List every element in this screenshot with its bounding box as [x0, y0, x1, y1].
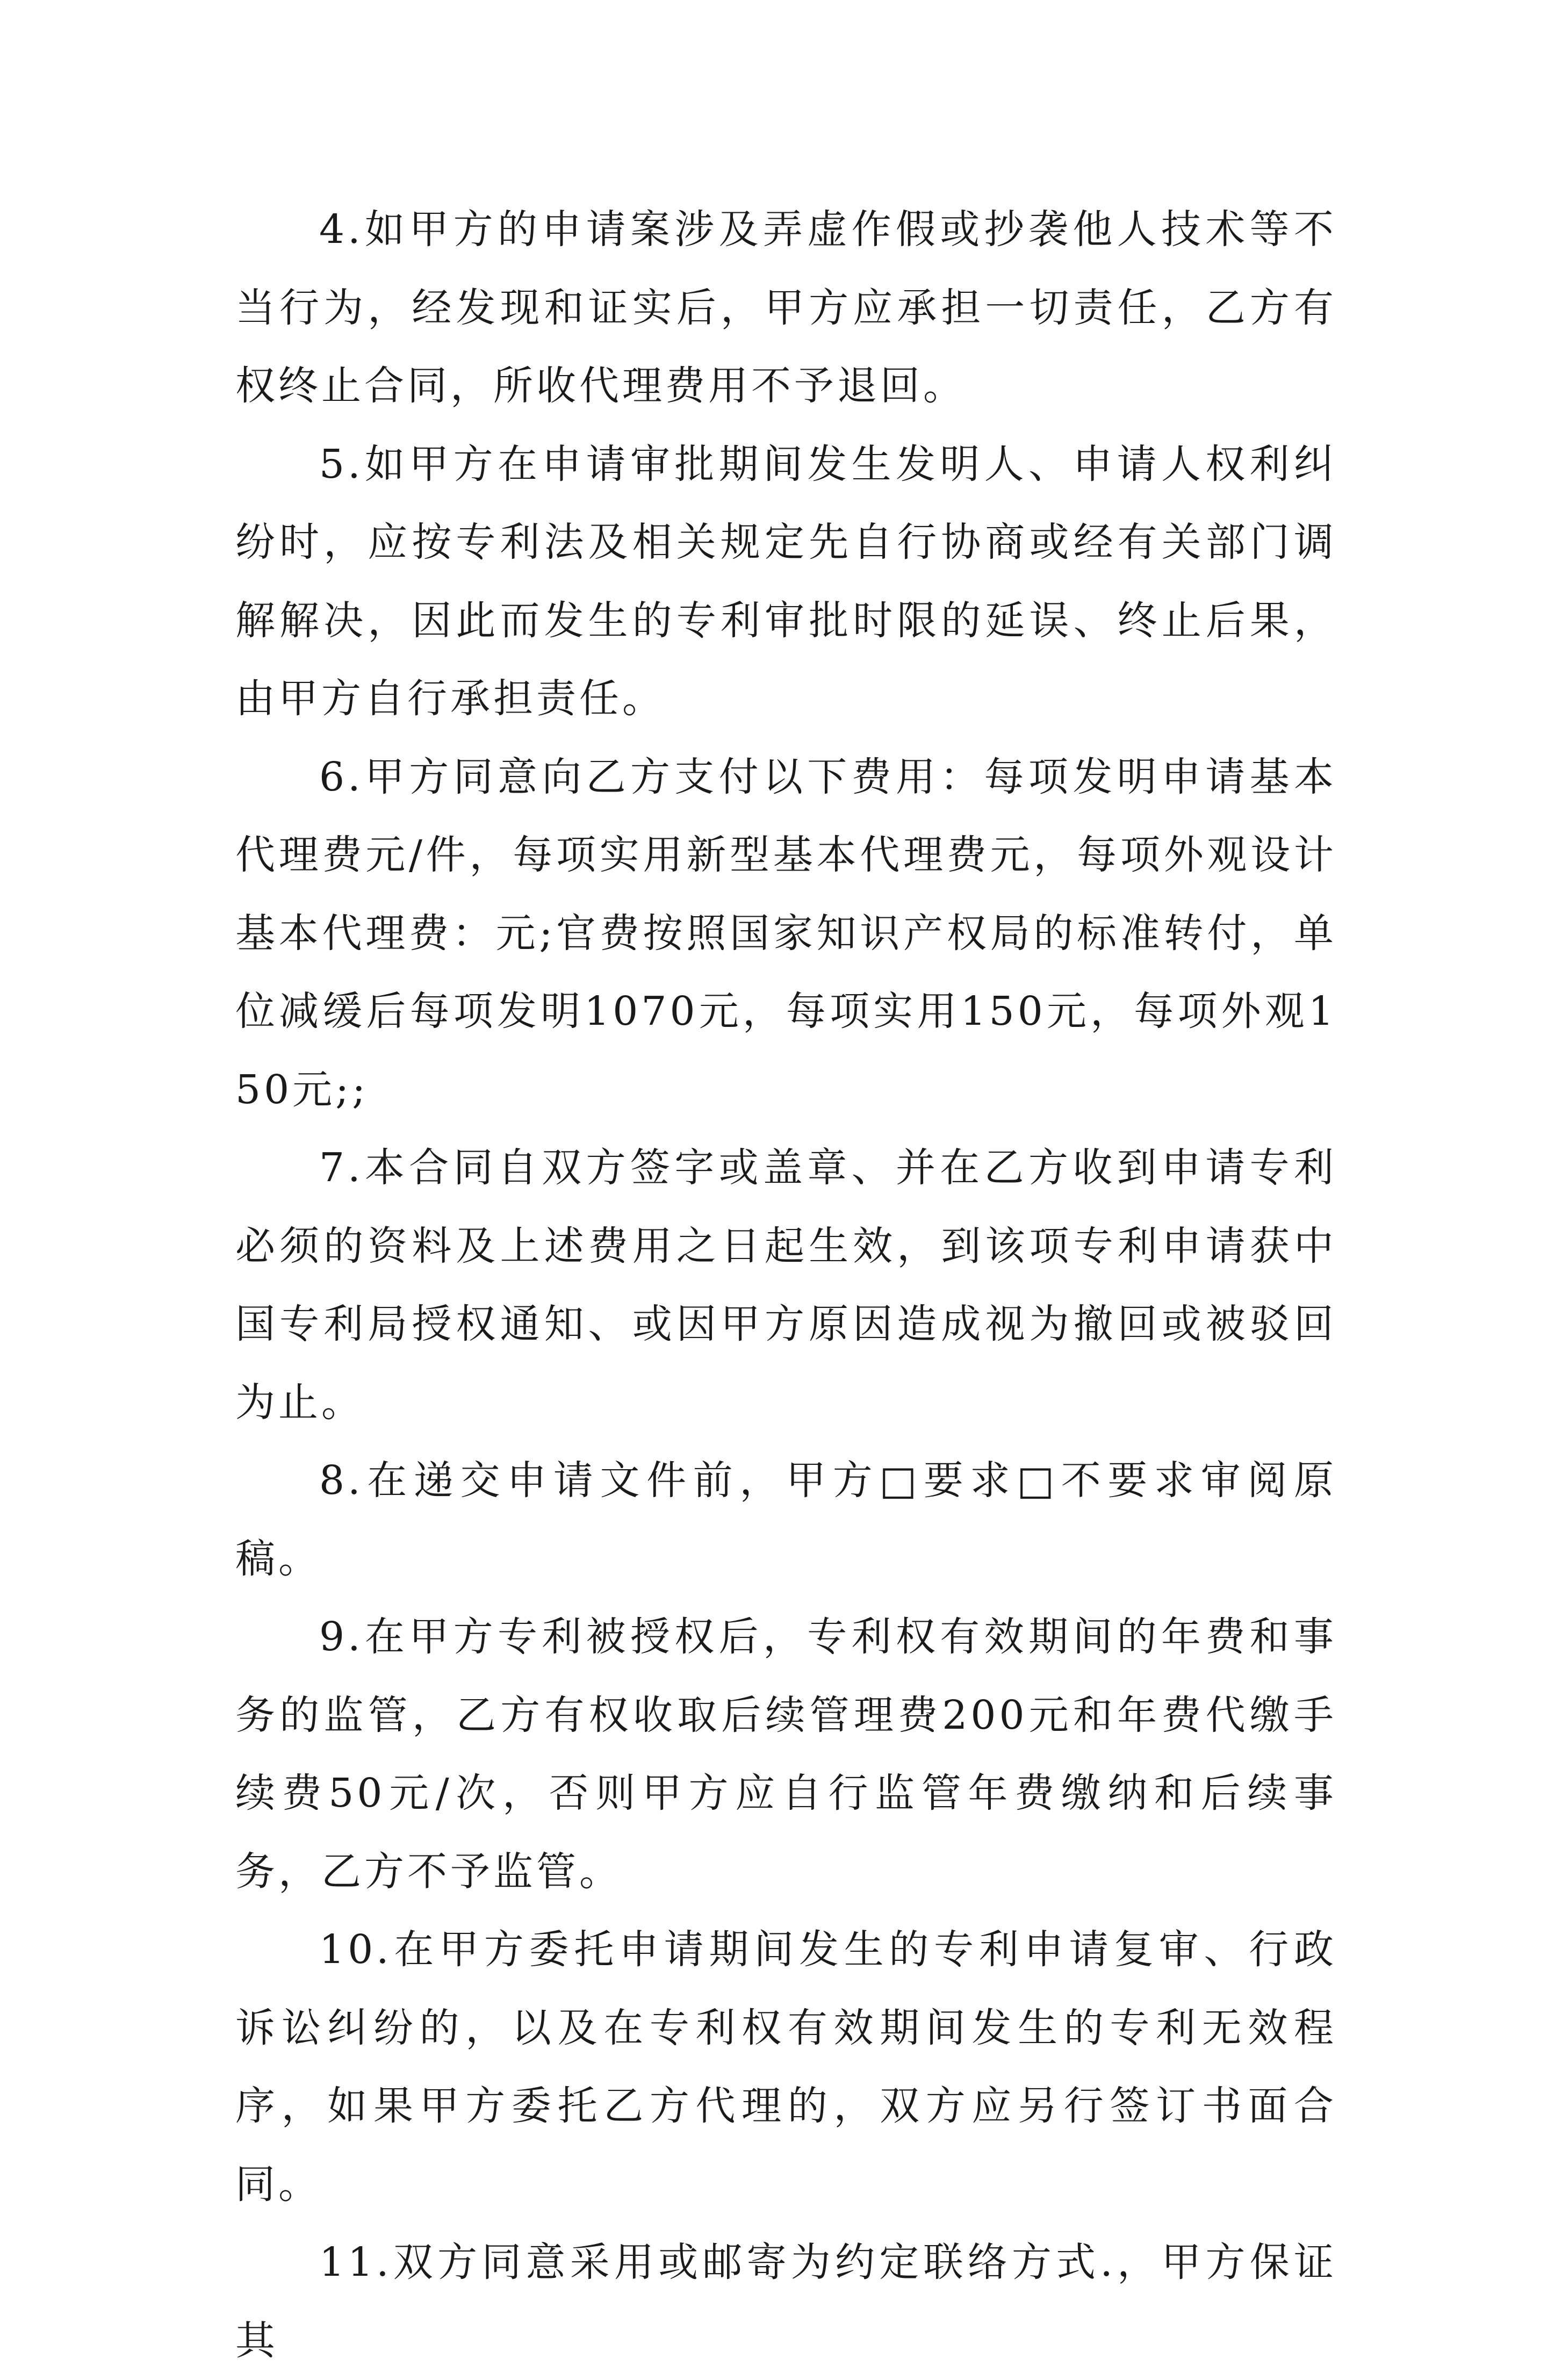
document-body: [235, 191, 1337, 2380]
clause-5: 5.如甲方在申请审批期间发生发明人、申请人权利纠纷时，应按专利法及相关规定先自行协商或经有关部门调解解决，因此而发生的专利审批时限的延误、终止后果，由甲方自行承担责任。: [235, 441, 1337, 722]
clause-7: 7.本合同自双方签字或盖章、并在乙方收到申请专利必须的资料及上述费用之日起生效，到该项专利申请获中国专利局授权通知、或因甲方原因造成视为撤回或被驳回为止。: [235, 1145, 1337, 1426]
clause-11: 11.双方同意采用或邮寄为约定联络方式.，甲方保证其: [235, 2239, 1337, 2364]
clause-8: 8.在递交申请文件前，甲方□要求□不要求审阅原稿。: [235, 1457, 1337, 1582]
clause-6: 6.甲方同意向乙方支付以下费用：每项发明申请基本代理费元/件，每项实用新型基本代理费元，每项外观设计基本代理费：元;官费按照国家知识产权局的标准转付，单位减缓后每项发明1070元，每项实用150元，每项外观150元;;: [235, 753, 1337, 1113]
clause-4: 4.如甲方的申请案涉及弄虚作假或抄袭他人技术等不当行为，经发现和证实后，甲方应承担一切责任，乙方有权终止合同，所收代理费用不予退回。: [235, 206, 1337, 409]
clause-9: 9.在甲方专利被授权后，专利权有效期间的年费和事务的监管，乙方有权收取后续管理费200元和年费代缴手续费50元/次，否则甲方应自行监管年费缴纳和后续事务，乙方不予监管。: [235, 1614, 1337, 1895]
clause-10: 10.在甲方委托申请期间发生的专利申请复审、行政诉讼纠纷的，以及在专利权有效期间发生的专利无效程序，如果甲方委托乙方代理的，双方应另行签订书面合同。: [235, 1926, 1337, 2208]
